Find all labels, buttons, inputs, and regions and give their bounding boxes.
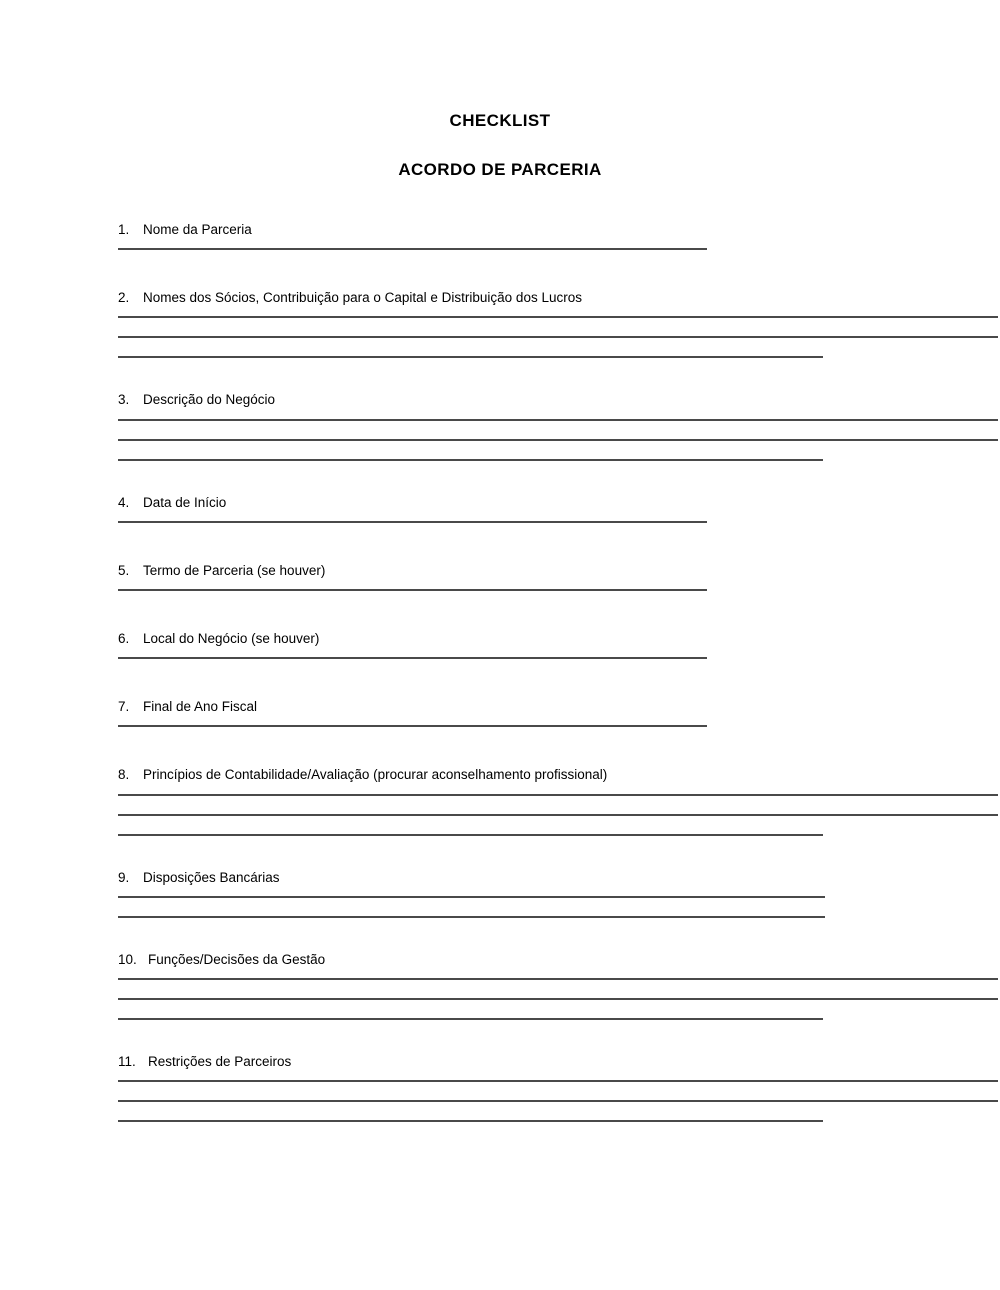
checklist-item-write-lines <box>118 589 1000 591</box>
checklist-item-number: 6. <box>118 630 130 646</box>
checklist-item-number: 7. <box>118 699 130 715</box>
checklist-item-write-lines <box>118 978 1000 1020</box>
checklist-item-number: 2. <box>118 290 130 306</box>
checklist-item-head <box>118 392 1000 408</box>
checklist-item-number: 3. <box>118 392 130 408</box>
checklist-item-number: 8. <box>118 767 130 783</box>
write-line[interactable] <box>118 439 998 441</box>
checklist-item-number: 1. <box>118 222 130 237</box>
checklist-item-head <box>118 631 1000 647</box>
checklist-item-write-lines <box>118 419 1000 461</box>
page-title: CHECKLIST <box>449 111 551 130</box>
checklist-item-write-lines <box>118 316 1000 358</box>
checklist-item <box>0 392 1000 460</box>
checklist-item <box>0 563 1000 591</box>
checklist-item <box>0 870 1000 918</box>
checklist-item-head <box>118 767 1000 783</box>
checklist-item-label: Termo de Parceria (se houver) <box>143 562 326 578</box>
checklist-items <box>0 222 1000 1122</box>
checklist-item-write-lines <box>118 657 1000 659</box>
checklist-item-number: 9. <box>118 869 130 885</box>
write-line[interactable] <box>118 356 823 358</box>
checklist-item <box>0 631 1000 659</box>
checklist-item-head <box>118 495 1000 511</box>
write-line[interactable] <box>118 657 707 659</box>
checklist-item-head <box>118 870 1000 886</box>
write-line[interactable] <box>118 521 707 523</box>
checklist-item-write-lines <box>118 725 1000 727</box>
checklist-item-number: 4. <box>118 494 130 510</box>
checklist-item-label: Local do Negócio (se houver) <box>143 630 320 646</box>
checklist-item-label: Funções/Decisões da Gestão <box>148 951 326 967</box>
checklist-item <box>0 952 1000 1020</box>
checklist-item-head <box>118 290 1000 306</box>
write-line[interactable] <box>118 794 998 796</box>
checklist-item-write-lines <box>118 521 1000 523</box>
checklist-item-label: Nome da Parceria <box>143 222 252 237</box>
checklist-item-write-lines <box>118 1080 1000 1122</box>
checklist-item <box>0 1054 1000 1122</box>
checklist-item-head <box>118 699 1000 715</box>
checklist-section <box>0 178 1000 1122</box>
write-line[interactable] <box>118 725 707 727</box>
checklist-item <box>0 699 1000 727</box>
checklist-item-write-lines <box>118 248 1000 250</box>
checklist-item-label: Nomes dos Sócios, Contribuição para o Capital e Distribuição dos Lucros <box>143 290 582 306</box>
checklist-item-head <box>118 222 1000 238</box>
checklist-item <box>0 290 1000 358</box>
page-subtitle: ACORDO DE PARCERIA <box>398 160 602 179</box>
checklist-item-head <box>118 1054 1000 1070</box>
write-line[interactable] <box>118 248 707 250</box>
checklist-item <box>0 495 1000 523</box>
write-line[interactable] <box>118 1120 823 1122</box>
write-line[interactable] <box>118 834 823 836</box>
checklist-item-label: Disposições Bancárias <box>143 869 280 885</box>
checklist-item-write-lines <box>118 794 1000 836</box>
write-line[interactable] <box>118 1080 998 1082</box>
write-line[interactable] <box>118 814 998 816</box>
checklist-item-head <box>118 563 1000 579</box>
document-header <box>0 0 1000 178</box>
checklist-item-head <box>118 952 1000 968</box>
write-line[interactable] <box>118 1018 823 1020</box>
write-line[interactable] <box>118 916 825 918</box>
write-line[interactable] <box>118 896 825 898</box>
checklist-item-number: 10. <box>118 951 137 967</box>
checklist-item-label: Restrições de Parceiros <box>148 1053 292 1069</box>
write-line[interactable] <box>118 589 707 591</box>
checklist-item-label: Princípios de Contabilidade/Avaliação (procurar aconselhamento profissional) <box>143 767 608 783</box>
checklist-item-number: 11. <box>118 1053 136 1069</box>
checklist-item-number: 5. <box>118 562 130 578</box>
checklist-item-label: Final de Ano Fiscal <box>143 699 258 715</box>
write-line[interactable] <box>118 998 998 1000</box>
write-line[interactable] <box>118 1100 998 1102</box>
checklist-item <box>0 222 1000 250</box>
write-line[interactable] <box>118 459 823 461</box>
checklist-item <box>0 767 1000 835</box>
checklist-item-write-lines <box>118 896 1000 918</box>
write-line[interactable] <box>118 336 998 338</box>
write-line[interactable] <box>118 419 998 421</box>
checklist-item-label: Data de Início <box>143 494 227 510</box>
checklist-item-label: Descrição do Negócio <box>143 392 276 408</box>
write-line[interactable] <box>118 316 998 318</box>
write-line[interactable] <box>118 978 998 980</box>
